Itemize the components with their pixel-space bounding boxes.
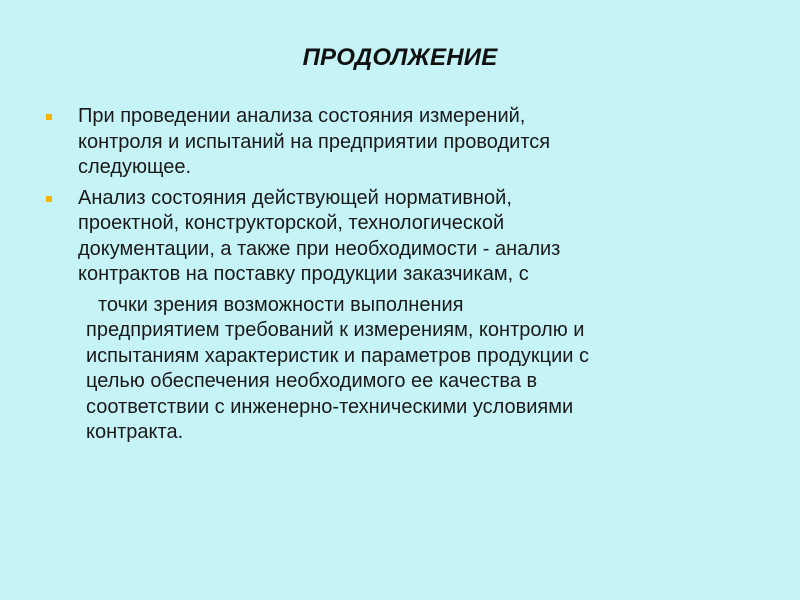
text-line: При проведении анализа состояния измерений, [78,105,526,127]
text-line: контракта. [86,421,184,443]
bullet-text [78,186,756,288]
text-line: проектной, конструкторской, технологической [78,212,505,234]
bullet-text [78,104,756,181]
text-line: целью обеспечения необходимого ее качества в [86,370,538,392]
text-line: испытаниям характеристик и параметров продукции с [86,344,590,367]
square-bullet-icon [46,114,52,120]
slide-title: ПРОДОЛЖЕНИЕ [302,44,498,71]
text-line: контрактов на поставку продукции заказчикам, с [78,263,529,285]
text-line: следующее. [78,156,192,178]
square-bullet-icon [46,196,52,202]
continuation-paragraph [46,293,756,446]
bullet-list [46,104,756,446]
text-line: точки зрения возможности выполнения [98,293,464,316]
text-line: документации, а также при необходимости - анализ [78,237,561,260]
text-line: предприятием требований к измерениям, контролю и [86,319,585,341]
text-line: контроля и испытаний на предприятии проводится [78,130,551,153]
bullet-item-2 [46,186,756,288]
text-line: соответствии с инженерно-техническими условиями [86,395,574,418]
bullet-item-1 [46,104,756,181]
text-line: Анализ состояния действующей нормативной, [78,186,512,209]
